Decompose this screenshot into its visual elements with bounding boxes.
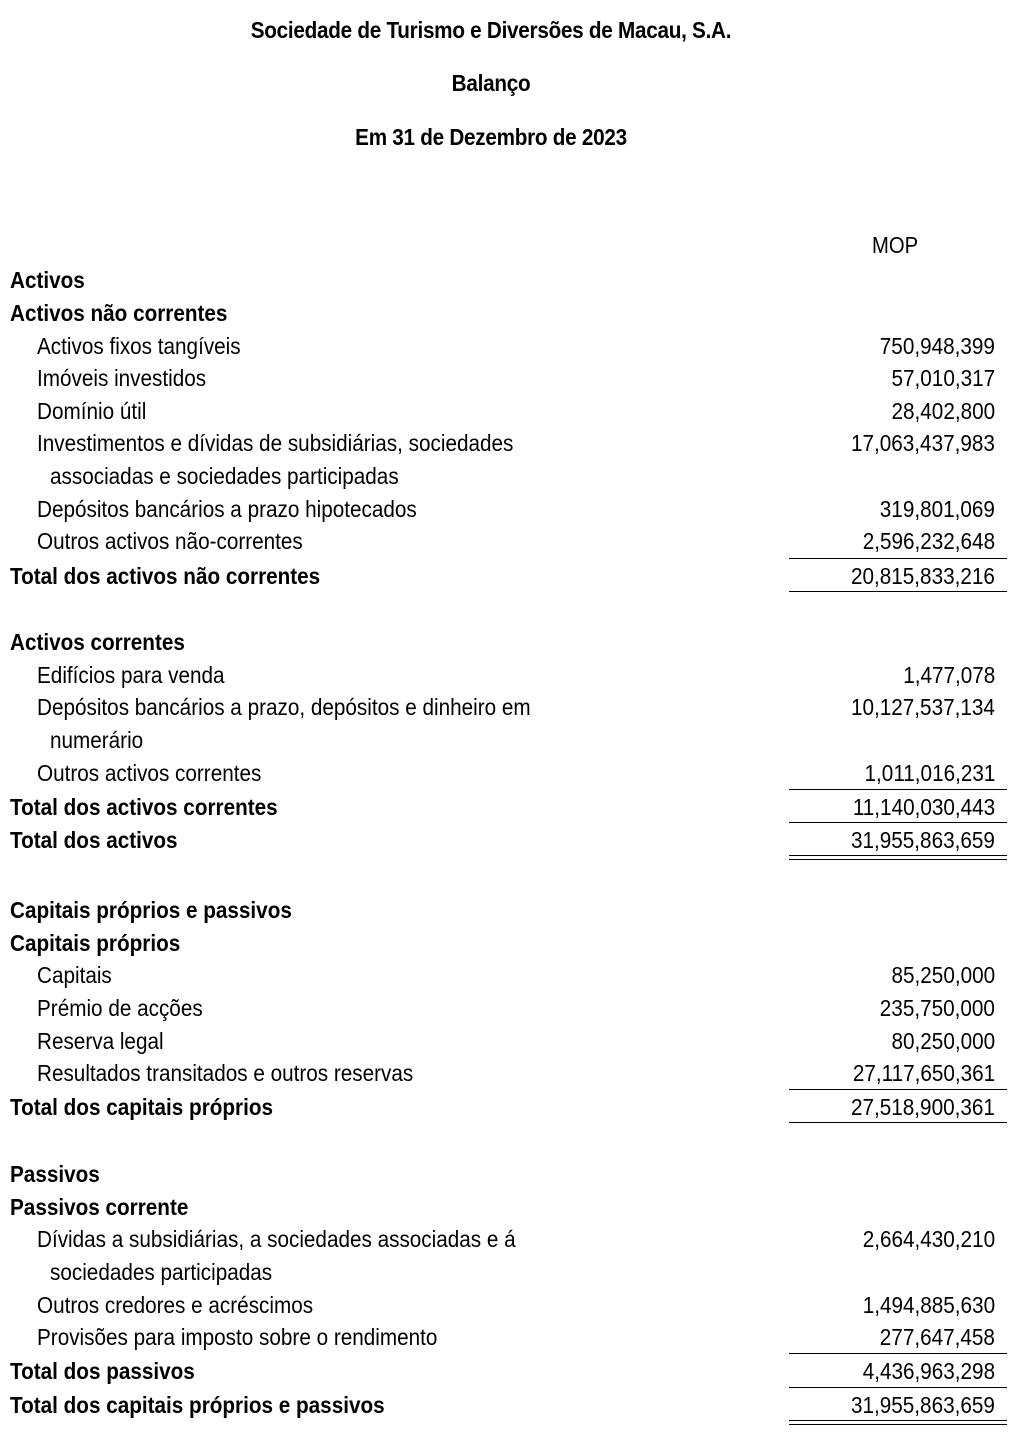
subtotal-rule [789, 789, 1007, 790]
total-rule [789, 1122, 1007, 1123]
table-row [0, 992, 1015, 1024]
table-row [0, 395, 1015, 427]
table-row [0, 493, 1015, 525]
total-label: Total dos activos não correntes [10, 563, 321, 589]
row-label: Resultados transitados e outros reservas [37, 1060, 414, 1086]
liabilities-heading: Passivos [10, 1161, 100, 1187]
row-value: 1,477,078 [902, 662, 995, 688]
row-value: 85,250,000 [891, 962, 995, 988]
table-row-continuation [0, 724, 1015, 756]
total-value: 20,815,833,216 [851, 563, 995, 589]
total-row [0, 1091, 1015, 1123]
subsection-heading [0, 297, 1015, 329]
table-row [0, 1025, 1015, 1057]
subsection-heading [0, 1191, 1015, 1223]
table-row-continuation [0, 1256, 1015, 1288]
row-label-continuation: sociedades participadas [50, 1259, 273, 1285]
total-row [0, 560, 1015, 592]
section-heading [0, 1158, 1015, 1190]
row-label: Investimentos e dívidas de subsidiárias, sociedades [37, 430, 514, 456]
row-label: Outros activos correntes [37, 760, 262, 786]
row-value: 1,011,016,231 [864, 760, 995, 786]
subtotal-rule [789, 822, 1007, 823]
section-heading [0, 894, 1015, 926]
current-liabilities-heading: Passivos corrente [10, 1194, 189, 1220]
subsection-heading [0, 626, 1015, 658]
row-label: Capitais [37, 962, 112, 988]
grand-total-row [0, 1389, 1015, 1421]
row-label: Provisões para imposto sobre o rendimento [37, 1324, 438, 1350]
row-value: 277,647,458 [879, 1324, 995, 1350]
statement-title: Balanço [451, 70, 531, 96]
table-row [0, 757, 1015, 789]
double-underline [789, 1420, 1007, 1425]
total-label: Total dos activos correntes [10, 794, 278, 820]
row-label: Dívidas a subsidiárias, a sociedades associadas e á [37, 1226, 516, 1252]
row-label: Reserva legal [37, 1028, 164, 1054]
equity-liabilities-heading: Capitais próprios e passivos [10, 897, 292, 923]
subtotal-rule [789, 1353, 1007, 1354]
total-rule [789, 591, 1007, 592]
subsection-heading [0, 927, 1015, 959]
row-label: Outros credores e acréscimos [37, 1292, 314, 1318]
row-value: 57,010,317 [891, 365, 995, 391]
table-row [0, 959, 1015, 991]
current-assets-heading: Activos correntes [10, 629, 185, 655]
row-label: Prémio de acções [37, 995, 203, 1021]
row-value: 80,250,000 [891, 1028, 995, 1054]
row-value: 750,948,399 [879, 333, 995, 359]
row-label: Domínio útil [37, 398, 147, 424]
row-value: 235,750,000 [879, 995, 995, 1021]
table-row [0, 1057, 1015, 1089]
row-value: 319,801,069 [879, 496, 995, 522]
row-value: 10,127,537,134 [851, 694, 995, 720]
total-value: 11,140,030,443 [852, 794, 995, 820]
grand-total-row [0, 824, 1015, 856]
total-label: Total dos passivos [10, 1358, 195, 1384]
company-name: Sociedade de Turismo e Diversões de Macau, S.A. [250, 17, 732, 43]
table-row [0, 659, 1015, 691]
row-label: Depósitos bancários a prazo hipotecados [37, 496, 417, 522]
subtotal-rule [789, 1089, 1007, 1090]
row-value: 17,063,437,983 [851, 430, 995, 456]
table-row [0, 1223, 1015, 1255]
row-label-continuation: associadas e sociedades participadas [50, 463, 399, 489]
section-heading [0, 264, 1015, 296]
row-label-continuation: numerário [50, 727, 144, 753]
non-current-assets-heading: Activos não correntes [10, 300, 228, 326]
table-row-continuation [0, 460, 1015, 492]
total-value: 27,518,900,361 [851, 1094, 995, 1120]
subtotal-rule [789, 558, 1007, 559]
table-row [0, 1321, 1015, 1353]
row-value: 2,664,430,210 [862, 1226, 995, 1252]
subtotal-rule [789, 1387, 1007, 1388]
currency-label: MOP [872, 232, 919, 258]
statement-date: Em 31 de Dezembro de 2023 [355, 124, 627, 150]
row-label: Edifícios para venda [37, 662, 225, 688]
table-row [0, 330, 1015, 362]
total-value: 31,955,863,659 [851, 1392, 995, 1418]
total-label: Total dos capitais próprios [10, 1094, 274, 1120]
double-underline [789, 855, 1007, 860]
total-value: 31,955,863,659 [851, 827, 995, 853]
assets-heading: Activos [10, 267, 85, 293]
row-label: Depósitos bancários a prazo, depósitos e dinheiro em [37, 694, 531, 720]
total-row [0, 791, 1015, 823]
row-value: 1,494,885,630 [862, 1292, 995, 1318]
row-label: Activos fixos tangíveis [37, 333, 241, 359]
table-row [0, 525, 1015, 557]
table-row [0, 1289, 1015, 1321]
table-row [0, 362, 1015, 394]
total-label: Total dos activos [10, 827, 178, 853]
row-value: 2,596,232,648 [862, 528, 995, 554]
row-label: Outros activos não-correntes [37, 528, 303, 554]
row-label: Imóveis investidos [37, 365, 207, 391]
total-row [0, 1355, 1015, 1387]
table-row [0, 691, 1015, 723]
total-value: 4,436,963,298 [862, 1358, 995, 1384]
equity-heading: Capitais próprios [10, 930, 181, 956]
row-value: 28,402,800 [891, 398, 995, 424]
table-row [0, 427, 1015, 459]
total-label: Total dos capitais próprios e passivos [10, 1392, 385, 1418]
row-value: 27,117,650,361 [852, 1060, 995, 1086]
